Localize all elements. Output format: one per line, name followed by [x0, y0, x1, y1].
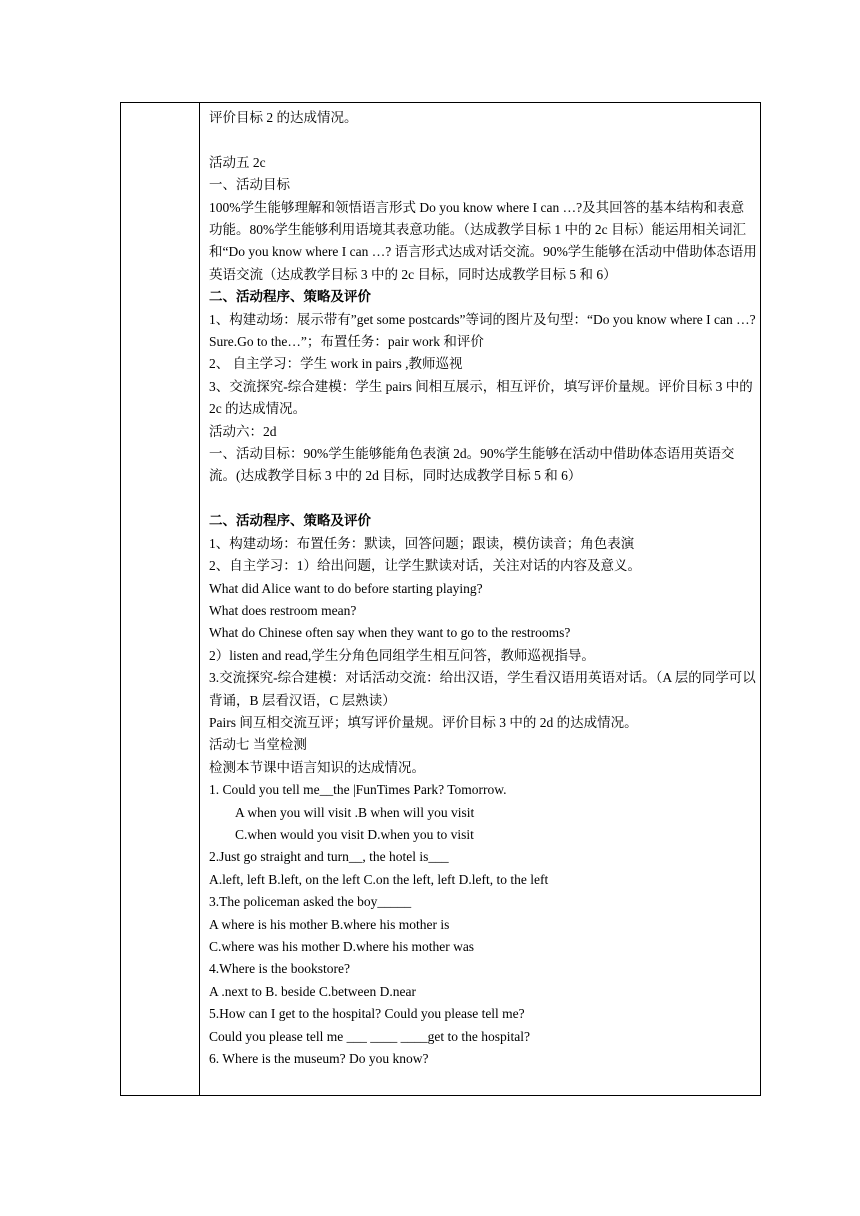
text-line: 活动六：2d: [209, 423, 277, 439]
document-table: [120, 102, 761, 1096]
text-line: 2、 自主学习：学生 work in pairs ,教师巡视: [209, 356, 463, 372]
table-left-column: [121, 103, 200, 1095]
text-line: What did Alice want to do before starting playing?: [209, 580, 483, 596]
text-line: 3、交流探究-综合建模：学生 pairs 间相互展示，相互评价，填写评价量规。评价目标 3 中的 2c 的达成情况。: [209, 378, 753, 417]
text-line: 一、活动目标: [209, 177, 290, 193]
text-line: 活动七 当堂检测: [209, 737, 307, 753]
text-line: Could you please tell me ___ ____ ____get to the hospital?: [209, 1028, 530, 1044]
text-line: 5.How can I get to the hospital? Could you please tell me?: [209, 1006, 525, 1022]
text-line: What does restroom mean?: [209, 602, 357, 618]
blank-line: [209, 488, 757, 510]
text-line: 6. Where is the museum? Do you know?: [209, 1051, 429, 1067]
table-content-cell: [209, 107, 757, 1070]
text-line: A .next to B. beside C.between D.near: [209, 983, 416, 999]
text-line: 1、构建动场：布置任务：默读，回答问题；跟读，模仿读音；角色表演: [209, 535, 635, 551]
text-line: 1. Could you tell me__the |FunTimes Park? Tomorrow.: [209, 782, 507, 798]
text-line: 2.Just go straight and turn__, the hotel is___: [209, 849, 449, 865]
blank-line: [209, 129, 757, 151]
text-line: 2、自主学习：1）给出问题，让学生默读对话，关注对话的内容及意义。: [209, 558, 641, 574]
text-line: C.where was his mother D.where his mother was: [209, 939, 475, 954]
text-line: 100%学生能够理解和领悟语言形式 Do you know where I can …?及其回答的基本结构和表意功能。80%学生能够利用语境其表意功能。（达成教学目标 1 中的 2c 目标）能运用相关词汇和“Do you know where I can …? 语言形式达成对话交流。90%学生能够在活动中借助体态语用英语交流（达成教学目标 3 中的 2c 目标，同时达成教学目标 5 和 6）: [209, 199, 757, 282]
text-line: A where is his mother B.where his mother is: [209, 916, 450, 932]
text-line: 检测本节课中语言知识的达成情况。: [209, 759, 425, 775]
text-line: What do Chinese often say when they want to go to the restrooms?: [209, 625, 571, 641]
text-line: 一、活动目标：90%学生能够能角色表演 2d。90%学生能够在活动中借助体态语用英语交流。(达成教学目标 3 中的 2d 目标，同时达成教学目标 5 和 6）: [209, 446, 735, 484]
text-line: A.left, left B.left, on the left C.on the left, left D.left, to the left: [209, 871, 549, 887]
text-line: 4.Where is the bookstore?: [209, 961, 350, 977]
text-line: C.when would you visit D.when you to visit: [235, 826, 474, 842]
text-line: 二、活动程序、策略及评价: [209, 289, 371, 305]
text-line: 3.交流探究-综合建模：对话活动交流：给出汉语，学生看汉语用英语对话。（A 层的同学可以背诵，B 层看汉语，C 层熟读）: [209, 670, 756, 708]
text-line: 3.The policeman asked the boy_____: [209, 894, 412, 910]
text-line: 1、构建动场：展示带有”get some postcards”等词的图片及句型：“Do you know where I can …? Sure.Go to the…”；布置任务：pair work 和评价: [209, 311, 756, 350]
text-line: A when you will visit .B when will you visit: [235, 804, 475, 820]
text-line: 评价目标 2 的达成情况。: [209, 110, 358, 125]
text-line: 2）listen and read,学生分角色同组学生相互问答，教师巡视指导。: [209, 647, 595, 663]
text-line: 二、活动程序、策略及评价: [209, 513, 371, 529]
text-line: Pairs 间互相交流互评；填写评价量规。评价目标 3 中的 2d 的达成情况。: [209, 714, 638, 730]
text-line: 活动五 2c: [209, 154, 266, 170]
